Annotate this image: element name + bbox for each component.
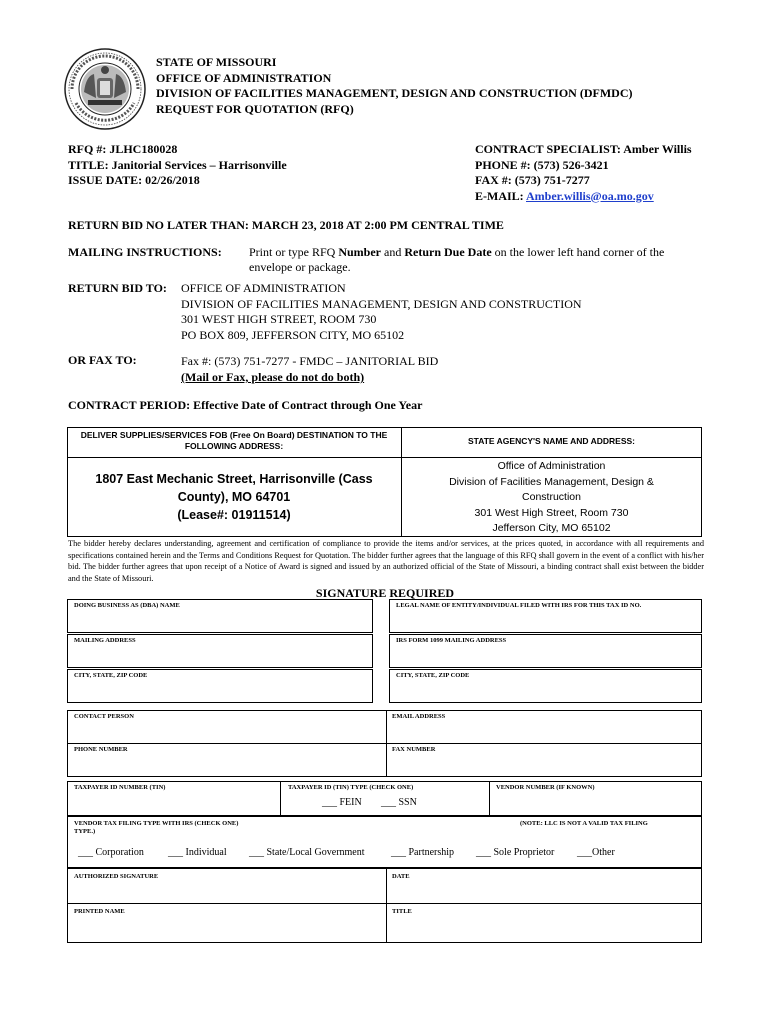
delivery-address-line1: 1807 East Mechanic Street, Harrisonville (Cass: [95, 472, 373, 486]
state-agency-address: [404, 459, 699, 537]
phone-number-label: PHONE NUMBER: [74, 746, 128, 753]
vendor-number-label: VENDOR NUMBER (IF KNOWN): [496, 784, 595, 791]
fax-to-note: (Mail or Fax, please do not do both): [181, 370, 365, 384]
filing-type-label-2: TYPE.): [74, 828, 96, 835]
state-local-government-option[interactable]: ___ State/Local Government: [249, 847, 365, 858]
fax-to-number: Fax #: (573) 751-7277 - FMDC – JANITORIAL BID: [181, 354, 439, 368]
contract-specialist-contact: [475, 142, 692, 204]
date-field[interactable]: [386, 868, 702, 904]
title-field[interactable]: [386, 903, 702, 943]
contract-period: CONTRACT PERIOD: Effective Date of Contract through One Year: [68, 398, 423, 412]
fein-option[interactable]: ___ FEIN: [322, 797, 362, 808]
taxpayer-id-label: TAXPAYER ID NUMBER (TIN): [74, 784, 166, 791]
contact-email-link[interactable]: Amber.willis@oa.mo.gov: [526, 188, 654, 203]
other-option[interactable]: ___Other: [577, 847, 615, 858]
document-header: [156, 55, 632, 117]
delivery-right-header: STATE AGENCY'S NAME AND ADDRESS:: [468, 436, 635, 446]
agency-line3: Construction: [522, 491, 581, 503]
city-state-zip-label: CITY, STATE, ZIP CODE: [74, 672, 148, 679]
agency-line4: 301 West High Street, Room 730: [474, 506, 629, 519]
mailing-instructions-label: MAILING INSTRUCTIONS:: [68, 245, 222, 259]
irs-address-label: IRS FORM 1099 MAILING ADDRESS: [396, 637, 507, 644]
return-bid-to-label: RETURN BID TO:: [68, 281, 167, 295]
header-state: STATE OF MISSOURI: [156, 55, 277, 69]
contact-email-label: E-MAIL:: [475, 188, 526, 203]
rfq-issue-date: ISSUE DATE: 02/26/2018: [68, 173, 200, 187]
delivery-table-header-rule: [67, 457, 702, 458]
contact-email-row: [475, 189, 692, 205]
tin-type-label: TAXPAYER ID (TIN) TYPE (CHECK ONE): [288, 784, 414, 791]
mailing-instructions-text: [249, 245, 709, 275]
corporation-option[interactable]: ___ Corporation: [78, 847, 144, 858]
ssn-option[interactable]: ___ SSN: [381, 797, 417, 808]
agency-line1: Office of Administration: [497, 460, 606, 472]
agency-line2: Division of Facilities Management, Design &: [449, 475, 654, 488]
irs-city-state-zip-label: CITY, STATE, ZIP CODE: [396, 672, 470, 679]
individual-option[interactable]: ___ Individual: [168, 847, 227, 858]
return-address-line4: PO BOX 809, JEFFERSON CITY, MO 65102: [181, 327, 405, 342]
return-address-line2: DIVISION OF FACILITIES MANAGEMENT, DESIGN AND CONSTRUCTION: [181, 296, 582, 311]
contact-person-label: CONTACT PERSON: [74, 713, 134, 720]
printed-name-label: PRINTED NAME: [74, 908, 125, 915]
mailing-text-due-date: Return Due Date: [404, 245, 492, 259]
rfq-details: [68, 142, 287, 189]
sole-proprietor-option[interactable]: ___ Sole Proprietor: [476, 847, 555, 858]
mailing-text-f: envelope or package.: [249, 260, 351, 274]
return-address-line1: OFFICE OF ADMINISTRATION: [181, 281, 346, 295]
header-division: DIVISION OF FACILITIES MANAGEMENT, DESIGN AND CONSTRUCTION (DFMDC): [156, 86, 633, 100]
return-bid-address: [181, 281, 582, 343]
mailing-text-e: on the lower left hand corner of the: [491, 245, 665, 259]
fax-to-label: OR FAX TO:: [68, 353, 137, 367]
fax-number-label: FAX NUMBER: [392, 746, 436, 753]
delivery-table-divider: [401, 427, 402, 537]
delivery-address-line3: (Lease#: 01911514): [177, 508, 291, 522]
rfq-title: TITLE: Janitorial Services – Harrisonville: [68, 157, 287, 172]
mailing-address-label: MAILING ADDRESS: [74, 637, 136, 644]
return-address-line3: 301 WEST HIGH STREET, ROOM 730: [181, 312, 377, 326]
date-label: DATE: [392, 873, 410, 880]
fax-to-details: [181, 353, 438, 385]
partnership-option[interactable]: ___ Partnership: [391, 847, 455, 858]
llc-note: (NOTE: LLC IS NOT A VALID TAX FILING: [520, 820, 648, 827]
delivery-address: [70, 470, 398, 524]
missouri-state-seal-icon: [64, 48, 146, 130]
legal-name-label: LEGAL NAME OF ENTITY/INDIVIDUAL FILED WITH IRS FOR THIS TAX ID NO.: [396, 602, 642, 609]
dba-name-label: DOING BUSINESS AS (DBA) NAME: [74, 602, 180, 609]
delivery-left-header: DELIVER SUPPLIES/SERVICES FOB (Free On Board) DESTINATION TO THE FOLLOWING ADDRESS:: [80, 430, 388, 451]
title-label: TITLE: [392, 908, 412, 915]
return-deadline: RETURN BID NO LATER THAN: MARCH 23, 2018 AT 2:00 PM CENTRAL TIME: [68, 218, 504, 232]
contract-specialist: CONTRACT SPECIALIST: Amber Willis: [475, 142, 692, 156]
mailing-text-c: and: [381, 245, 405, 259]
contact-phone: PHONE #: (573) 526-3421: [475, 157, 609, 172]
authorized-signature-label: AUTHORIZED SIGNATURE: [74, 873, 159, 880]
email-address-label: EMAIL ADDRESS: [392, 713, 446, 720]
filing-type-label: VENDOR TAX FILING TYPE WITH IRS (CHECK ONE): [74, 820, 239, 827]
header-office: OFFICE OF ADMINISTRATION: [156, 70, 332, 85]
mailing-text-number: Number: [338, 245, 382, 259]
signature-required-heading: SIGNATURE REQUIRED: [315, 586, 455, 600]
contact-fax: FAX #: (573) 751-7277: [475, 173, 590, 187]
delivery-address-line2: County), MO 64701: [177, 490, 291, 504]
header-rfq-title: REQUEST FOR QUOTATION (RFQ): [156, 101, 354, 116]
agreement-text: The bidder hereby declares understanding, agreement and certification of compliance to provide the items and/or services, at the prices quoted, in accordance with all requirements and specifications contained herein and the Terms and Conditions Request for Quotation. The bidder further agrees that the language of this RFQ shall govern in the event of a conflict with his/her bid. The bidder further agrees that upon receipt of a Notice of Award is signed and issued by an authorized official of the State of Missouri, a binding contract shall exist between the bidder and the State of Missouri.: [68, 539, 704, 583]
rfq-number: RFQ #: JLHC180028: [68, 142, 178, 156]
agency-line5: Jefferson City, MO 65102: [492, 522, 611, 534]
mailing-text-a: Print or type RFQ: [249, 245, 339, 259]
